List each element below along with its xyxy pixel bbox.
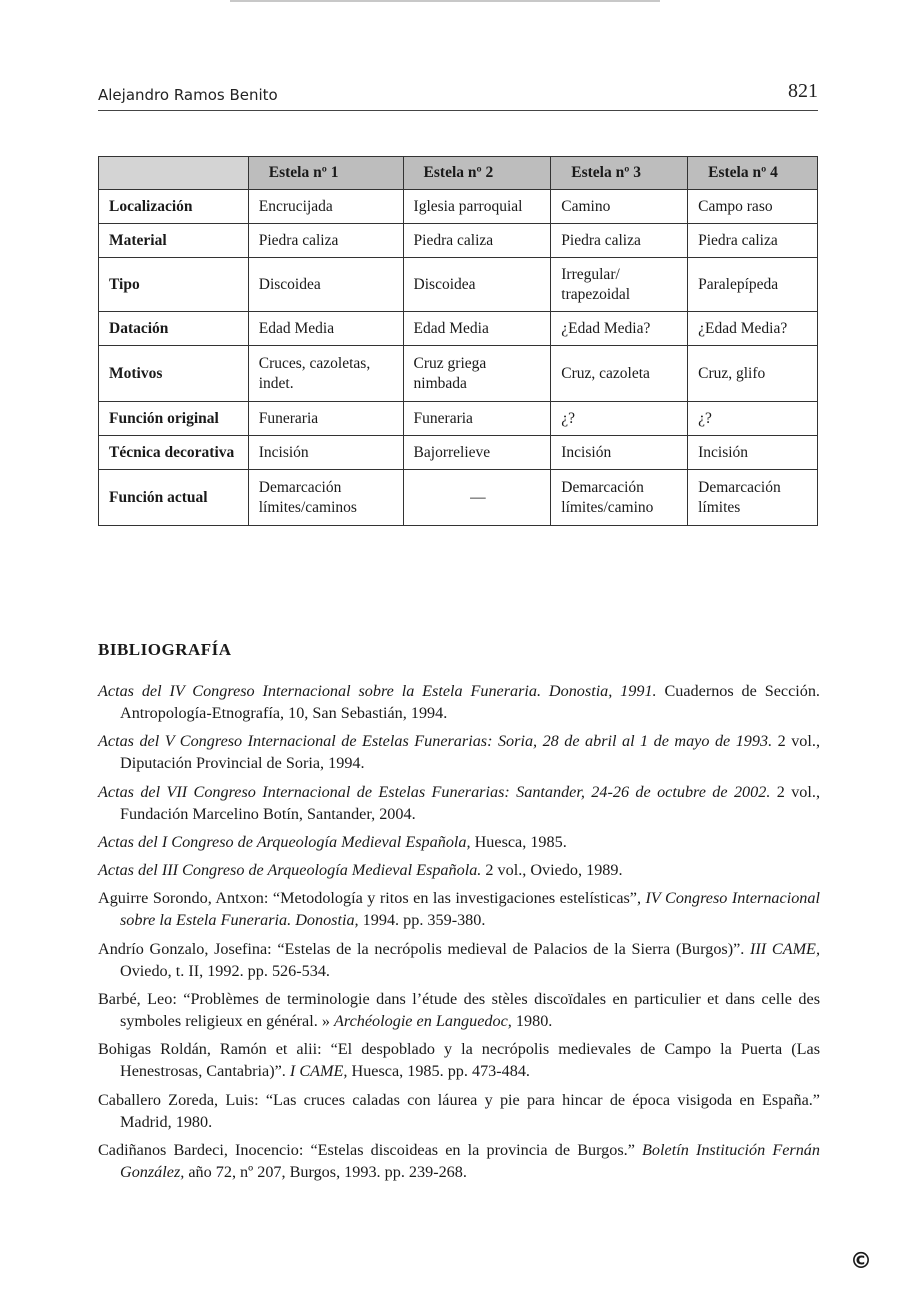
entry-author: Caballero Zoreda, Luis: “Las cruces caladas con láurea y pie para hincar de época visigoda en España.” Madrid, 1980.: [98, 1090, 820, 1131]
table-cell: Irregular/ trapezoidal: [551, 258, 688, 312]
table-header-row: [99, 157, 818, 190]
table-cell: Piedra caliza: [688, 224, 818, 258]
column-header: Estela nº 3: [551, 157, 688, 190]
table-row: [99, 258, 818, 312]
entry-text: 2 vol., Diputación Provincial de Soria, 1994.: [120, 732, 820, 773]
entry-italic: Actas del VII Congreso Internacional de Estelas Funerarias: Santander, 24-26 de octubre de 2002.: [98, 782, 771, 801]
table-cell: Discoidea: [403, 258, 551, 312]
entry-text: Cuadernos de Sección. Antropología-Etnografía, 10, San Sebastián, 1994.: [120, 682, 820, 722]
table-cell: Funeraria: [248, 402, 403, 436]
row-label: Función original: [99, 402, 249, 436]
top-scan-line: [230, 0, 660, 2]
table-cell: ¿?: [551, 402, 688, 436]
entry-italic: Actas del III Congreso de Arqueología Medieval Española.: [98, 861, 482, 880]
table-cell: ¿Edad Media?: [688, 312, 818, 346]
table-cell: Bajorrelieve: [403, 436, 551, 470]
entry-text: 1980.: [511, 1012, 553, 1031]
table-cell: —: [403, 470, 551, 526]
table-cell: Cruz, glifo: [688, 346, 818, 402]
table-cell: Campo raso: [688, 190, 818, 224]
bibliography-heading: BIBLIOGRAFÍA: [98, 640, 232, 659]
copyright-icon: ©: [850, 1249, 872, 1274]
steles-comparison-table: [98, 156, 818, 526]
bibliography-entry: [98, 1139, 820, 1183]
entry-text: Oviedo, t. II, 1992. pp. 526-534.: [120, 961, 330, 980]
entry-author: Barbé, Leo: “Problèmes de terminologie dans l’étude des stèles discoïdales en particulier et dans celle des symboles religieux en général. »: [98, 990, 820, 1031]
table-cell: Funeraria: [403, 402, 551, 436]
row-label: Técnica decorativa: [99, 436, 249, 470]
table-cell: ¿Edad Media?: [551, 312, 688, 346]
row-label: Función actual: [99, 470, 249, 526]
entry-italic: III CAME,: [750, 939, 820, 958]
column-header: Estela nº 1: [248, 157, 403, 190]
entry-italic: IV Congreso Internacional sobre la Estela Funeraria. Donostia,: [120, 889, 820, 930]
table-row: [99, 312, 818, 346]
row-label: Material: [99, 224, 249, 258]
column-header: Estela nº 4: [688, 157, 818, 190]
entry-text: 2 vol., Fundación Marcelino Botín, Santander, 2004.: [120, 782, 820, 823]
table-cell: ¿?: [688, 402, 818, 436]
table-cell: Piedra caliza: [403, 224, 551, 258]
table-cell: Edad Media: [403, 312, 551, 346]
table-cell: Discoidea: [248, 258, 403, 312]
entry-text: año 72, nº 207, Burgos, 1993. pp. 239-268.: [184, 1162, 467, 1181]
table-cell: Demarcación límites: [688, 470, 818, 526]
entry-italic: Archéologie en Languedoc,: [333, 1012, 512, 1031]
entry-author: Aguirre Sorondo, Antxon: “Metodología y ritos en las investigaciones estelísticas”,: [98, 889, 646, 908]
table-cell: Paralepípeda: [688, 258, 818, 312]
entry-italic: Boletín Institución Fernán González,: [120, 1140, 820, 1181]
table-cell: Encrucijada: [248, 190, 403, 224]
bibliography-entry: [98, 680, 820, 724]
row-label: Motivos: [99, 346, 249, 402]
bibliography-entry: [98, 938, 820, 982]
bibliography-entry: [98, 859, 820, 881]
entry-italic: Actas del V Congreso Internacional de Estelas Funerarias: Soria, 28 de abril al 1 de mayo de 1993.: [98, 732, 773, 751]
table-cell: Cruz, cazoleta: [551, 346, 688, 402]
running-head-author: Alejandro Ramos Benito: [98, 86, 278, 104]
table-cell: Incisión: [688, 436, 818, 470]
table-cell: Demarcación límites/caminos: [248, 470, 403, 526]
table-cell: Piedra caliza: [551, 224, 688, 258]
row-label: Tipo: [99, 258, 249, 312]
entry-author: Bohigas Roldán, Ramón et alii: “El despoblado y la necrópolis medievales de Campo la Puerta (Las Henestrosas, Cantabria)”.: [98, 1040, 820, 1081]
bibliography-entry: [98, 988, 820, 1032]
row-label: Localización: [99, 190, 249, 224]
bibliography-entry: [98, 1089, 820, 1133]
bibliography-entry: [98, 781, 820, 825]
entry-italic: I CAME,: [289, 1062, 348, 1081]
table-cell: Demarcación límites/camino: [551, 470, 688, 526]
entry-italic: Actas del I Congreso de Arqueología Medieval Española,: [98, 832, 471, 851]
entry-author: Cadiñanos Bardeci, Inocencio: “Estelas discoideas en la provincia de Burgos.”: [98, 1140, 643, 1159]
bibliography-entry: [98, 730, 820, 774]
table-cell: Cruz griega nimbada: [403, 346, 551, 402]
table-cell: Incisión: [248, 436, 403, 470]
table-row: [99, 402, 818, 436]
bibliography-entry: [98, 831, 820, 853]
entry-text: Huesca, 1985. pp. 473-484.: [347, 1062, 530, 1081]
row-label: Datación: [99, 312, 249, 346]
page-number: 821: [788, 80, 818, 102]
table-cell: Iglesia parroquial: [403, 190, 551, 224]
table-corner-cell: [99, 157, 249, 190]
entry-text: 1994. pp. 359-380.: [358, 911, 486, 930]
table-row: [99, 346, 818, 402]
entry-italic: Actas del IV Congreso Internacional sobre la Estela Funeraria. Donostia, 1991.: [98, 682, 657, 700]
column-header: Estela nº 2: [403, 157, 551, 190]
table-row: [99, 470, 818, 526]
entry-text: Huesca, 1985.: [470, 832, 567, 851]
table-cell: Cruces, cazoletas, indet.: [248, 346, 403, 402]
running-head: [98, 80, 818, 111]
table-cell: Incisión: [551, 436, 688, 470]
table-row: [99, 436, 818, 470]
table-row: [99, 224, 818, 258]
bibliography-entry: [98, 1038, 820, 1082]
table-cell: Piedra caliza: [248, 224, 403, 258]
entry-author: Andrío Gonzalo, Josefina: “Estelas de la necrópolis medieval de Palacios de la Sierra (Burgos)”.: [98, 939, 751, 958]
entry-text: 2 vol., Oviedo, 1989.: [481, 861, 623, 880]
table-row: [99, 190, 818, 224]
bibliography-list: [98, 680, 820, 1189]
bibliography-entry: [98, 887, 820, 931]
table-cell: Camino: [551, 190, 688, 224]
table-cell: Edad Media: [248, 312, 403, 346]
